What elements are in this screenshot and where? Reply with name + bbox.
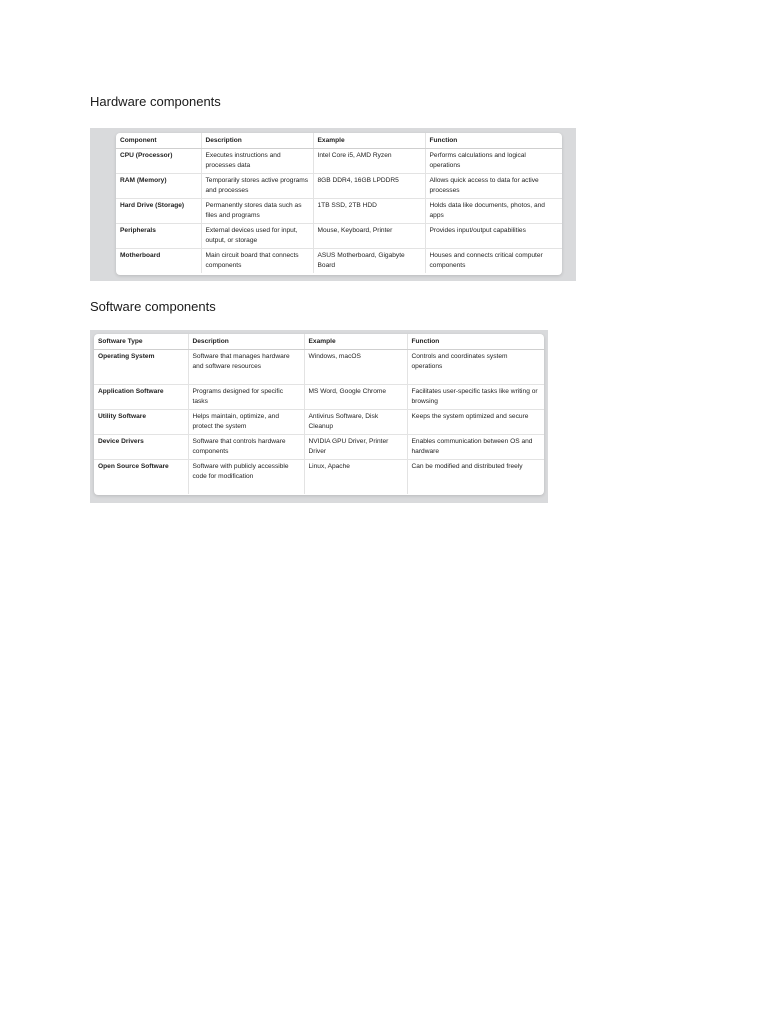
table-cell: Antivirus Software, Disk Cleanup [304,410,407,435]
column-header: Software Type [94,334,188,350]
table-cell: Windows, macOS [304,350,407,385]
software-table-image [90,330,548,503]
table-cell: Software that manages hardware and software resources [188,350,304,385]
hardware-table [116,133,562,273]
table-row [94,435,544,460]
table-cell: Hard Drive (Storage) [116,199,201,224]
table-cell: Open Source Software [94,460,188,495]
table-cell: 1TB SSD, 2TB HDD [313,199,425,224]
table-row [94,460,544,495]
table-cell: Allows quick access to data for active processes [425,174,562,199]
table-row [116,174,562,199]
table-cell: Application Software [94,385,188,410]
table-cell: Helps maintain, optimize, and protect the system [188,410,304,435]
table-cell: CPU (Processor) [116,149,201,174]
table-cell: NVIDIA GPU Driver, Printer Driver [304,435,407,460]
table-cell: Holds data like documents, photos, and apps [425,199,562,224]
table-cell: Device Drivers [94,435,188,460]
table-row [94,350,544,385]
table-cell: 8GB DDR4, 16GB LPDDR5 [313,174,425,199]
column-header: Function [425,133,562,149]
table-cell: Utility Software [94,410,188,435]
table-cell: MS Word, Google Chrome [304,385,407,410]
table-cell: External devices used for input, output, or storage [201,224,313,249]
column-header: Component [116,133,201,149]
table-header-row [94,334,544,350]
table-row [116,199,562,224]
table-cell: Provides input/output capabilities [425,224,562,249]
table-cell: Motherboard [116,249,201,274]
table-row [94,385,544,410]
table-cell: Executes instructions and processes data [201,149,313,174]
table-cell: Linux, Apache [304,460,407,495]
table-cell: Enables communication between OS and hardware [407,435,544,460]
column-header: Description [201,133,313,149]
table-row [116,224,562,249]
table-cell: Performs calculations and logical operations [425,149,562,174]
table-cell: Controls and coordinates system operations [407,350,544,385]
hardware-heading: Hardware components [90,94,221,109]
software-table-card [94,334,544,495]
table-cell: RAM (Memory) [116,174,201,199]
table-row [94,410,544,435]
table-cell: Intel Core i5, AMD Ryzen [313,149,425,174]
table-cell: Mouse, Keyboard, Printer [313,224,425,249]
table-header-row [116,133,562,149]
hardware-table-image [90,128,576,281]
table-cell: Facilitates user-specific tasks like writing or browsing [407,385,544,410]
table-cell: ASUS Motherboard, Gigabyte Board [313,249,425,274]
column-header: Example [304,334,407,350]
table-cell: Software that controls hardware components [188,435,304,460]
table-cell: Houses and connects critical computer components [429,252,543,269]
table-row [116,149,562,174]
software-table [94,334,544,494]
table-cell: Can be modified and distributed freely [411,463,523,470]
table-cell: Keeps the system optimized and secure [407,410,544,435]
column-header: Function [407,334,544,350]
column-header: Example [313,133,425,149]
software-heading: Software components [90,299,216,314]
table-cell: Permanently stores data such as files and programs [201,199,313,224]
table-cell: Operating System [94,350,188,385]
table-cell: Temporarily stores active programs and processes [201,174,313,199]
table-cell: Software with publicly accessible code for modification [188,460,304,495]
hardware-table-card [116,133,562,275]
table-cell: Programs designed for specific tasks [188,385,304,410]
table-cell: Peripherals [116,224,201,249]
table-cell: Main circuit board that connects components [201,249,313,274]
table-row [116,249,562,274]
column-header: Description [188,334,304,350]
